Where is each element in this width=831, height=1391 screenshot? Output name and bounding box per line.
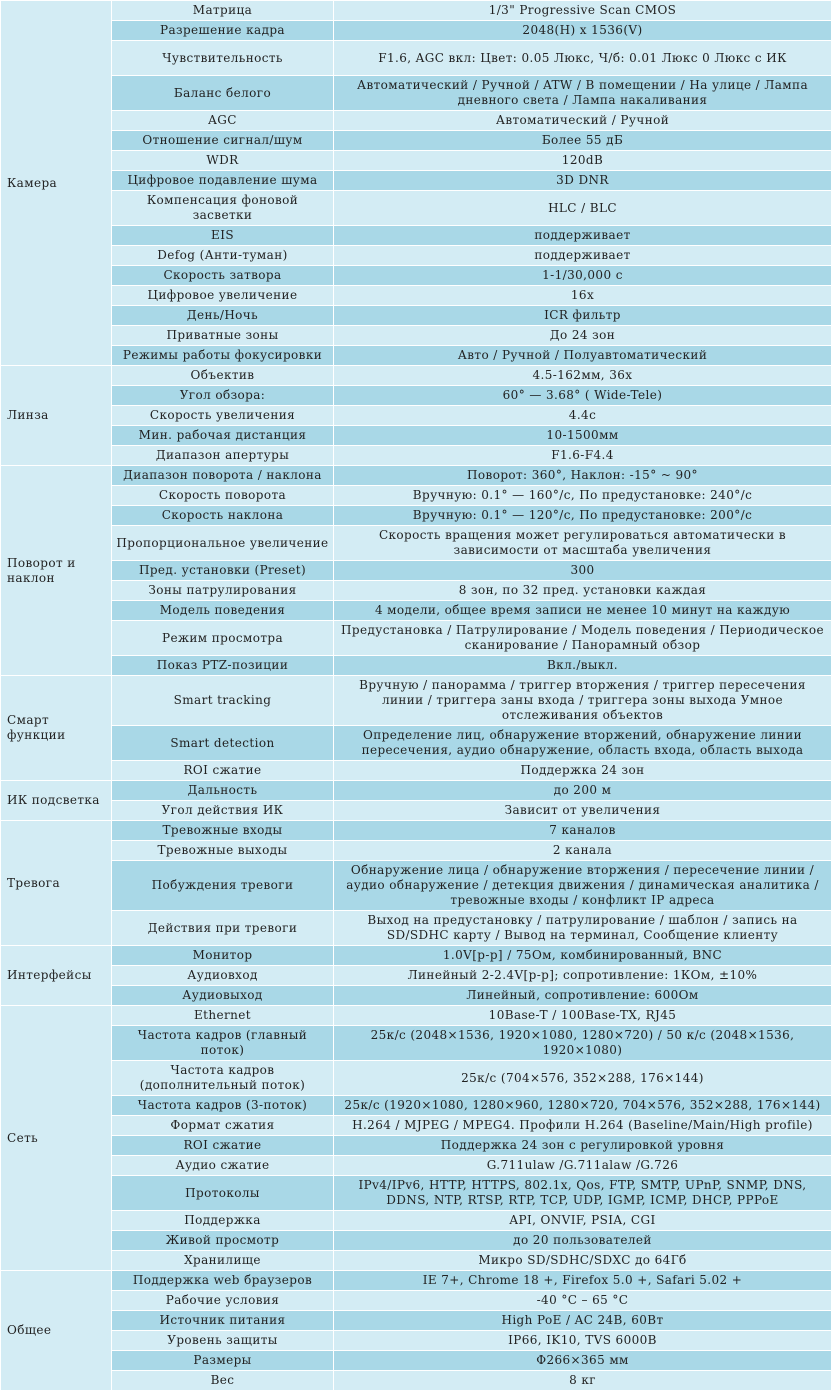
spec-row — [1, 191, 831, 226]
parameter-value: Обнаружение лица / обнаружение вторжения / пересечение линии / аудио обнаружение / детекция движения / динамическая аналитика / тревожные входы / конфликт IP адреса — [334, 861, 831, 911]
parameter-value: F1.6, AGC вкл: Цвет: 0.05 Люкс, Ч/б: 0.01 Люкс 0 Люкс с ИК — [334, 41, 831, 76]
spec-row — [1, 841, 831, 861]
spec-row — [1, 676, 831, 726]
spec-row — [1, 1231, 831, 1251]
parameter-value: 25к/с (704×576, 352×288, 176×144) — [334, 1061, 831, 1096]
parameter-name: Режим просмотра — [112, 621, 334, 656]
parameter-value: Микро SD/SDHC/SDXC до 64Гб — [334, 1251, 831, 1271]
parameter-value: 10-1500мм — [334, 426, 831, 446]
parameter-value: Поворот: 360°, Наклон: -15° ~ 90° — [334, 466, 831, 486]
parameter-name: Угол обзора: — [112, 386, 334, 406]
parameter-value: API, ONVIF, PSIA, CGI — [334, 1211, 831, 1231]
parameter-name: Частота кадров (дополнительный поток) — [112, 1061, 334, 1096]
spec-row — [1, 266, 831, 286]
parameter-value: ICR фильтр — [334, 306, 831, 326]
spec-row — [1, 426, 831, 446]
parameter-name: Тревожные входы — [112, 821, 334, 841]
spec-row — [1, 1271, 831, 1291]
spec-row — [1, 466, 831, 486]
parameter-value: Вручную: 0.1° — 160°/с, По предустановке: 240°/с — [334, 486, 831, 506]
spec-row — [1, 1251, 831, 1271]
spec-row — [1, 286, 831, 306]
section-name: Общее — [1, 1271, 112, 1391]
parameter-name: Скорость затвора — [112, 266, 334, 286]
parameter-value: 120dB — [334, 151, 831, 171]
spec-row — [1, 1006, 831, 1026]
parameter-value: до 20 пользователей — [334, 1231, 831, 1251]
parameter-name: Компенсация фоновой засветки — [112, 191, 334, 226]
spec-row — [1, 526, 831, 561]
parameter-name: Аудио сжатие — [112, 1156, 334, 1176]
parameter-value: Вручную: 0.1° — 120°/с, По предустановке: 200°/с — [334, 506, 831, 526]
spec-row — [1, 1331, 831, 1351]
parameter-value: 7 каналов — [334, 821, 831, 841]
spec-row — [1, 821, 831, 841]
parameter-value: High PoE / AC 24В, 60Вт — [334, 1311, 831, 1331]
spec-row — [1, 1371, 831, 1391]
spec-row — [1, 1061, 831, 1096]
parameter-name: Пред. установки (Preset) — [112, 561, 334, 581]
parameter-value: Линейный, сопротивление: 600Ом — [334, 986, 831, 1006]
parameter-name: Диапазон поворота / наклона — [112, 466, 334, 486]
parameter-value: 8 кг — [334, 1371, 831, 1391]
parameter-value: G.711ulaw /G.711alaw /G.726 — [334, 1156, 831, 1176]
spec-row — [1, 861, 831, 911]
section-name: Сеть — [1, 1006, 112, 1271]
spec-row — [1, 76, 831, 111]
parameter-name: ROI сжатие — [112, 761, 334, 781]
parameter-value: -40 °C – 65 °C — [334, 1291, 831, 1311]
parameter-name: Скорость увеличения — [112, 406, 334, 426]
parameter-value: IE 7+, Chrome 18 +, Firefox 5.0 +, Safari 5.02 + — [334, 1271, 831, 1291]
parameter-value: Автоматический / Ручной / ATW / В помещении / На улице / Лампа дневного света / Лампа накаливания — [334, 76, 831, 111]
parameter-name: Приватные зоны — [112, 326, 334, 346]
parameter-name: Хранилище — [112, 1251, 334, 1271]
parameter-name: Модель поведения — [112, 601, 334, 621]
parameter-name: Smart detection — [112, 726, 334, 761]
spec-row — [1, 561, 831, 581]
parameter-name: ROI сжатие — [112, 1136, 334, 1156]
parameter-name: Цифровое подавление шума — [112, 171, 334, 191]
parameter-value: 1-1/30,000 с — [334, 266, 831, 286]
spec-row — [1, 406, 831, 426]
parameter-name: Баланс белого — [112, 76, 334, 111]
parameter-name: Аудиовыход — [112, 986, 334, 1006]
parameter-name: Дальность — [112, 781, 334, 801]
spec-row — [1, 621, 831, 656]
parameter-value: до 200 м — [334, 781, 831, 801]
parameter-name: Матрица — [112, 1, 334, 21]
parameter-name: Поддержка — [112, 1211, 334, 1231]
spec-row — [1, 326, 831, 346]
parameter-name: Частота кадров (главный поток) — [112, 1026, 334, 1061]
parameter-value: Зависит от увеличения — [334, 801, 831, 821]
parameter-value: Поддержка 24 зон с регулировкой уровня — [334, 1136, 831, 1156]
spec-row — [1, 386, 831, 406]
parameter-name: Пропорциональное увеличение — [112, 526, 334, 561]
spec-row — [1, 1156, 831, 1176]
parameter-name: Чувствительность — [112, 41, 334, 76]
parameter-value: Вручную / панорамма / триггер вторжения / триггер пересечения линии / триггера заны входа / триггера зоны выхода Умное отслеживания объектов — [334, 676, 831, 726]
spec-row — [1, 601, 831, 621]
section-name: Смарт функции — [1, 676, 112, 781]
parameter-value: Автоматический / Ручной — [334, 111, 831, 131]
spec-row — [1, 1351, 831, 1371]
parameter-name: Режимы работы фокусировки — [112, 346, 334, 366]
parameter-name: Частота кадров (3-поток) — [112, 1096, 334, 1116]
spec-row — [1, 446, 831, 466]
spec-row — [1, 1176, 831, 1211]
spec-row — [1, 506, 831, 526]
parameter-name: Уровень защиты — [112, 1331, 334, 1351]
parameter-value: 16x — [334, 286, 831, 306]
parameter-name: Монитор — [112, 946, 334, 966]
spec-row — [1, 656, 831, 676]
parameter-value: 60° — 3.68° ( Wide-Tele) — [334, 386, 831, 406]
parameter-name: Объектив — [112, 366, 334, 386]
parameter-name: Ethernet — [112, 1006, 334, 1026]
parameter-name: Протоколы — [112, 1176, 334, 1211]
parameter-name: WDR — [112, 151, 334, 171]
parameter-name: AGC — [112, 111, 334, 131]
spec-row — [1, 171, 831, 191]
parameter-value: Определение лиц, обнаружение вторжений, обнаружение линии пересечения, аудио обнаружение, область входа, область выхода — [334, 726, 831, 761]
spec-row — [1, 726, 831, 761]
parameter-value: HLC / BLC — [334, 191, 831, 226]
parameter-value: Вкл./выкл. — [334, 656, 831, 676]
parameter-name: Угол действия ИК — [112, 801, 334, 821]
section-name: Тревога — [1, 821, 112, 946]
parameter-name: Поддержка web браузеров — [112, 1271, 334, 1291]
spec-row — [1, 761, 831, 781]
parameter-name: Аудиовход — [112, 966, 334, 986]
spec-row — [1, 41, 831, 76]
parameter-value: 2 канала — [334, 841, 831, 861]
section-name: Интерфейсы — [1, 946, 112, 1006]
spec-row — [1, 111, 831, 131]
parameter-value: 2048(H) x 1536(V) — [334, 21, 831, 41]
parameter-name: Smart tracking — [112, 676, 334, 726]
parameter-value: 1/3" Progressive Scan CMOS — [334, 1, 831, 21]
spec-row — [1, 966, 831, 986]
parameter-name: Скорость поворота — [112, 486, 334, 506]
spec-row — [1, 1, 831, 21]
parameter-name: Размеры — [112, 1351, 334, 1371]
parameter-value: 3D DNR — [334, 171, 831, 191]
parameter-name: Живой просмотр — [112, 1231, 334, 1251]
parameter-value: 4.4с — [334, 406, 831, 426]
parameter-value: 25к/с (2048×1536, 1920×1080, 1280×720) / 50 к/с (2048×1536, 1920×1080) — [334, 1026, 831, 1061]
parameter-name: Вес — [112, 1371, 334, 1391]
parameter-value: F1.6-F4.4 — [334, 446, 831, 466]
spec-row — [1, 581, 831, 601]
parameter-name: Показ PTZ-позиции — [112, 656, 334, 676]
parameter-value: Более 55 дБ — [334, 131, 831, 151]
parameter-value: Линейный 2-2.4V[p-p]; сопротивление: 1КОм, ±10% — [334, 966, 831, 986]
parameter-name: Действия при тревоги — [112, 911, 334, 946]
spec-row — [1, 21, 831, 41]
parameter-name: Разрешение кадра — [112, 21, 334, 41]
parameter-name: Побуждения тревоги — [112, 861, 334, 911]
parameter-name: Рабочие условия — [112, 1291, 334, 1311]
parameter-value: 25к/с (1920×1080, 1280×960, 1280×720, 704×576, 352×288, 176×144) — [334, 1096, 831, 1116]
parameter-name: Источник питания — [112, 1311, 334, 1331]
spec-row — [1, 306, 831, 326]
section-name: ИК подсветка — [1, 781, 112, 821]
parameter-name: Мин. рабочая дистанция — [112, 426, 334, 446]
spec-row — [1, 986, 831, 1006]
spec-row — [1, 246, 831, 266]
spec-row — [1, 1116, 831, 1136]
parameter-value: Скорость вращения может регулироваться автоматически в зависимости от масштаба увеличения — [334, 526, 831, 561]
spec-row — [1, 131, 831, 151]
spec-row — [1, 226, 831, 246]
parameter-name: EIS — [112, 226, 334, 246]
spec-row — [1, 1096, 831, 1116]
parameter-name: Отношение сигнал/шум — [112, 131, 334, 151]
parameter-value: IPv4/IPv6, HTTP, HTTPS, 802.1x, Qos, FTP, SMTP, UPnP, SNMP, DNS, DDNS, NTP, RTSP, RTP, TCP, UDP, IGMP, ICMP, DHCP, PPPoE — [334, 1176, 831, 1211]
parameter-value: 8 зон, по 32 пред. установки каждая — [334, 581, 831, 601]
spec-row — [1, 781, 831, 801]
parameter-name: Диапазон апертуры — [112, 446, 334, 466]
parameter-name: Тревожные выходы — [112, 841, 334, 861]
parameter-name: Цифровое увеличение — [112, 286, 334, 306]
parameter-name: День/Ночь — [112, 306, 334, 326]
section-name: Камера — [1, 1, 112, 366]
parameter-value: Выход на предустановку / патрулирование / шаблон / запись на SD/SDHC карту / Вывод на терминал, Сообщение клиенту — [334, 911, 831, 946]
parameter-name: Defog (Анти-туман) — [112, 246, 334, 266]
parameter-name: Скорость наклона — [112, 506, 334, 526]
parameter-value: 4 модели, общее время записи не менее 10 минут на каждую — [334, 601, 831, 621]
parameter-value: До 24 зон — [334, 326, 831, 346]
parameter-value: 1.0V[p-p] / 75Ом, комбинированный, BNC — [334, 946, 831, 966]
parameter-value: Поддержка 24 зон — [334, 761, 831, 781]
parameter-value: поддерживает — [334, 226, 831, 246]
section-name: Линза — [1, 366, 112, 466]
parameter-value: 4.5-162мм, 36x — [334, 366, 831, 386]
spec-row — [1, 1311, 831, 1331]
spec-row — [1, 1026, 831, 1061]
parameter-value: 10Base-T / 100Base-TX, RJ45 — [334, 1006, 831, 1026]
parameter-name: Формат сжатия — [112, 1116, 334, 1136]
spec-row — [1, 1136, 831, 1156]
parameter-value: Предустановка / Патрулирование / Модель поведения / Периодическое сканирование / Панорамный обзор — [334, 621, 831, 656]
section-name: Поворот и наклон — [1, 466, 112, 676]
spec-row — [1, 801, 831, 821]
parameter-name: Зоны патрулирования — [112, 581, 334, 601]
spec-table-body — [1, 1, 831, 1391]
parameter-value: Авто / Ручной / Полуавтоматический — [334, 346, 831, 366]
parameter-value: H.264 / MJPEG / MPEG4. Профили H.264 (Baseline/Main/High profile) — [334, 1116, 831, 1136]
spec-row — [1, 1291, 831, 1311]
spec-row — [1, 366, 831, 386]
parameter-value: 300 — [334, 561, 831, 581]
parameter-value: поддерживает — [334, 246, 831, 266]
spec-row — [1, 151, 831, 171]
spec-row — [1, 946, 831, 966]
spec-row — [1, 346, 831, 366]
parameter-value: Φ266×365 мм — [334, 1351, 831, 1371]
parameter-value: IP66, IK10, TVS 6000В — [334, 1331, 831, 1351]
spec-row — [1, 486, 831, 506]
spec-row — [1, 1211, 831, 1231]
spec-row — [1, 911, 831, 946]
